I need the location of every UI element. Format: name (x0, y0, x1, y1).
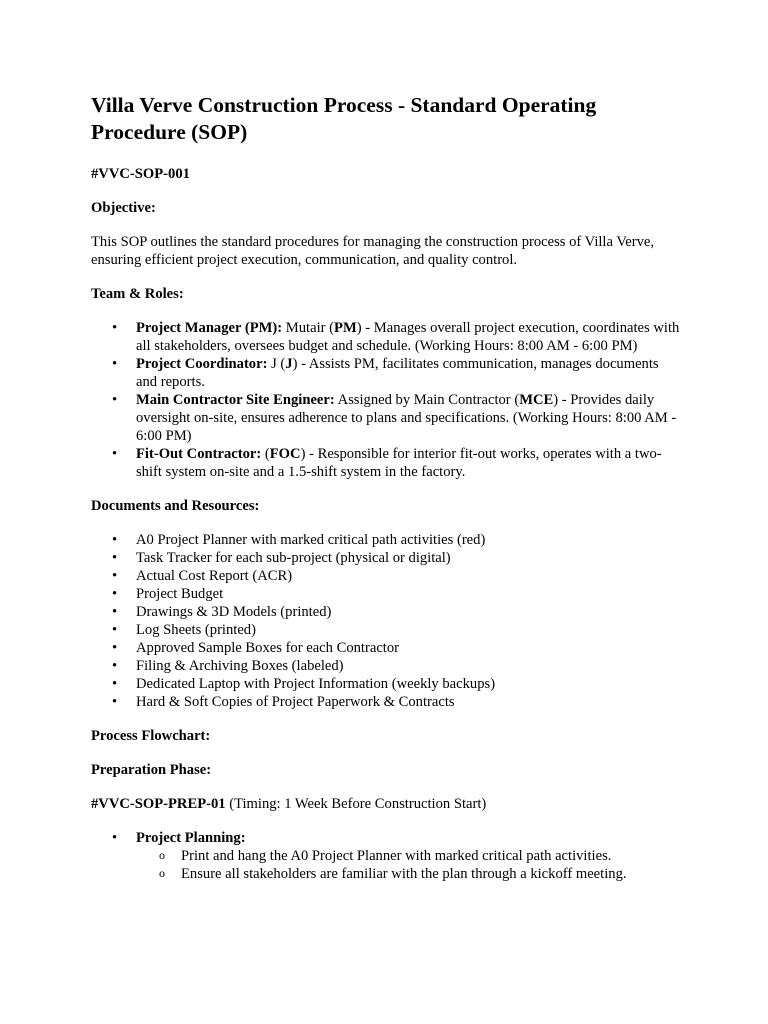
list-item: • Filing & Archiving Boxes (labeled) (91, 657, 681, 675)
role-description: ) - Manages overall project execution, coordinates with all stakeholders, oversees budget and schedule. (Working Hours: 8:00 AM - 6:00 PM) (136, 320, 680, 354)
planning-label: Project Planning: (136, 830, 246, 846)
planning-steps-list (136, 847, 681, 883)
list-item-project-planning (91, 829, 681, 883)
role-title: Project Manager (PM): (136, 320, 283, 336)
list-item: • Log Sheets (printed) (91, 621, 681, 639)
sub-list-item: o Ensure all stakeholders are familiar with the plan through a kickoff meeting. (136, 865, 681, 883)
role-title: Project Coordinator: (136, 356, 268, 372)
flowchart-heading: Process Flowchart: (91, 728, 211, 744)
objective-text: This SOP outlines the standard procedures for managing the construction process of Villa Verve, ensuring efficient project execution, communication, and quality control. (91, 234, 655, 268)
role-code: J (285, 356, 293, 372)
list-item: • Dedicated Laptop with Project Information (weekly backups) (91, 675, 681, 693)
list-item: • Approved Sample Boxes for each Contractor (91, 639, 681, 657)
document-body (91, 92, 681, 899)
sub-list-item: o Print and hang the A0 Project Planner with marked critical path activities. (136, 847, 681, 865)
documents-list (91, 531, 681, 711)
list-item: • A0 Project Planner with marked critical path activities (red) (91, 531, 681, 549)
list-item: • Hard & Soft Copies of Project Paperwork & Contracts (91, 693, 681, 711)
preparation-code-line (91, 795, 681, 813)
role-code: MCE (519, 392, 554, 408)
list-item: • Drawings & 3D Models (printed) (91, 603, 681, 621)
role-item-fit-out-contractor (91, 445, 681, 481)
role-title: Fit-Out Contractor: (136, 446, 262, 462)
preparation-timing: (Timing: 1 Week Before Construction Start) (225, 796, 487, 812)
objective-heading: Objective: (91, 200, 156, 216)
preparation-code: #VVC-SOP-PREP-01 (91, 796, 226, 812)
preparation-heading: Preparation Phase: (91, 762, 212, 778)
role-title: Main Contractor Site Engineer: (136, 392, 335, 408)
role-name: J ( (267, 356, 286, 372)
document-id: #VVC-SOP-001 (91, 166, 190, 182)
role-name: Mutair ( (282, 320, 335, 336)
documents-heading: Documents and Resources: (91, 498, 260, 514)
role-name: Assigned by Main Contractor ( (334, 392, 520, 408)
role-description: ) - Assists PM, facilitates communication, manages documents and reports. (136, 356, 659, 390)
role-item-project-manager (91, 319, 681, 355)
document-title: Villa Verve Construction Process - Standard Operating Procedure (SOP) (91, 93, 597, 144)
preparation-list (91, 829, 681, 883)
list-item: • Task Tracker for each sub-project (physical or digital) (91, 549, 681, 567)
team-heading: Team & Roles: (91, 286, 184, 302)
role-name: ( (261, 446, 270, 462)
role-code: PM (334, 320, 357, 336)
list-item: • Actual Cost Report (ACR) (91, 567, 681, 585)
role-item-site-engineer (91, 391, 681, 445)
role-description: ) - Provides daily oversight on-site, ensures adherence to plans and specifications. (Working Hours: 8:00 AM - 6:00 PM) (136, 392, 677, 444)
team-roles-list (91, 319, 681, 481)
role-code: FOC (269, 446, 301, 462)
role-item-project-coordinator (91, 355, 681, 391)
list-item: • Project Budget (91, 585, 681, 603)
role-description: ) - Responsible for interior fit-out works, operates with a two-shift system on-site and a 1.5-shift system in the factory. (136, 446, 662, 480)
